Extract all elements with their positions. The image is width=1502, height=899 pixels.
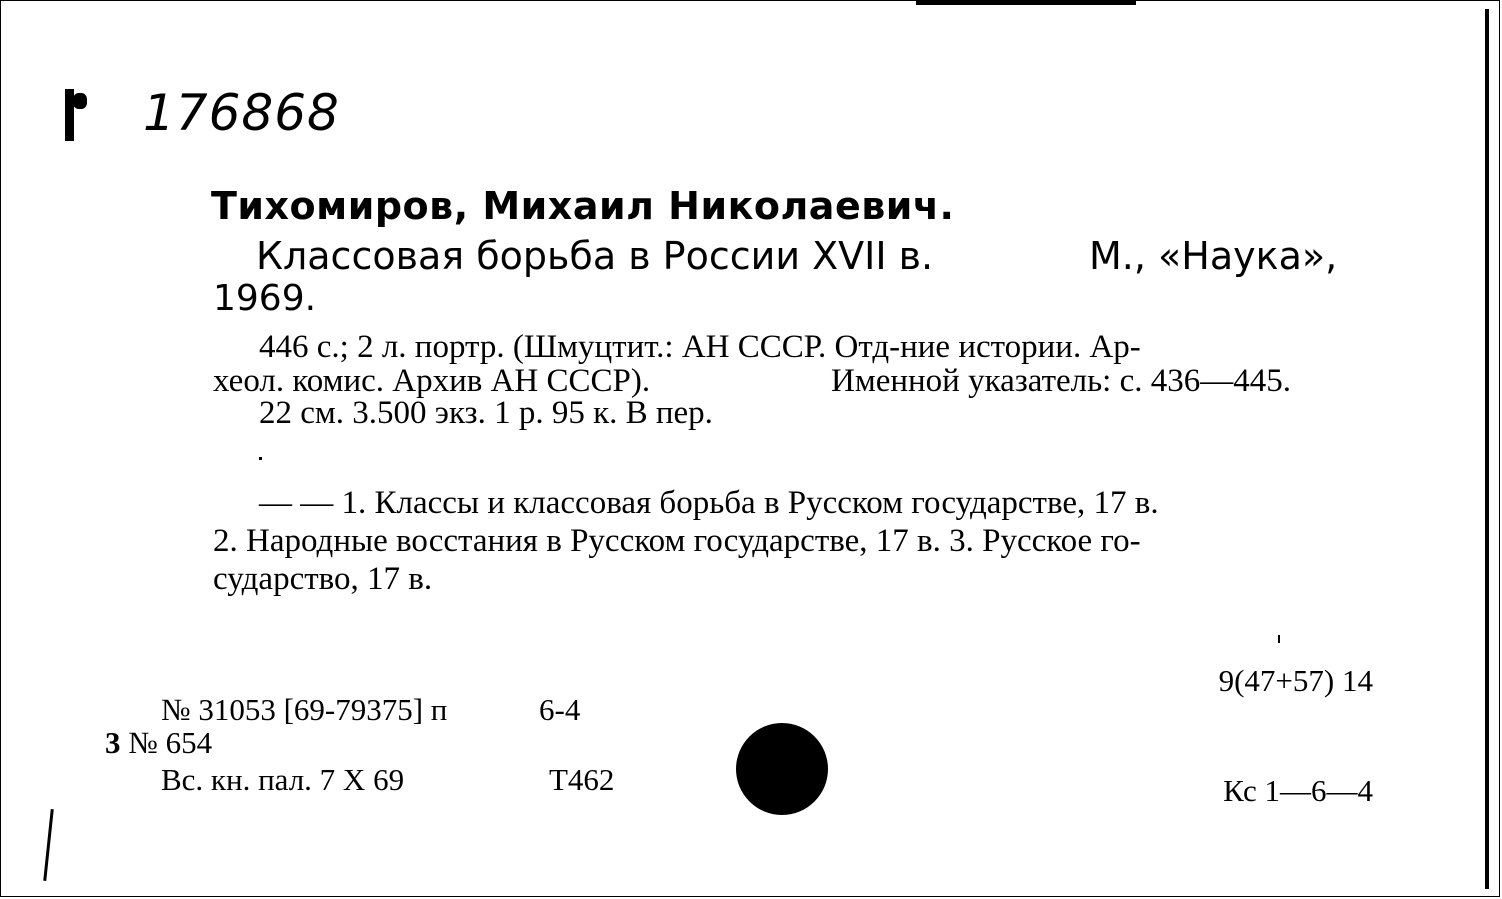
index-note: Именной указатель: с. 436—445. [831,363,1292,399]
publisher: М., «Наука», [1089,234,1338,278]
kc-code: Кс 1—6—4 [1223,773,1373,808]
ink-speck [259,457,262,460]
publication-year: 1969. [213,278,317,319]
physical-description-line-3: 22 см. 3.500 экз. 1 р. 95 к. В пер. [259,395,713,431]
order-prefix: 3 [105,725,121,760]
registration-line [161,692,581,727]
title-line [256,234,1374,278]
order-line [105,727,212,758]
author-heading: Тихомиров, Михаил Николаевич. [211,184,955,228]
stamp-mark-icon [61,87,83,143]
subject-headings-line-1: — — 1. Классы и классовая борьба в Русском государстве, 17 в. [259,485,1159,521]
punch-hole [736,723,828,815]
right-edge-line [1485,9,1489,889]
print-code: Т462 [549,762,615,797]
registration-number: № 31053 [69-79375] п [161,692,448,727]
physical-description-line-1: 446 с.; 2 л. портр. (Шмуцтит.: АН СССР. Отд-ние истории. Ар- [259,329,1141,365]
description-text: хеол. комис. Архив АН СССР). [213,363,651,399]
classification-code: 9(47+57) 14 [1218,663,1373,698]
pen-stroke-mark [43,809,54,881]
registration-extra: 6-4 [539,692,581,727]
inventory-stamp [61,79,340,151]
subject-headings-line-2: 2. Народные восстания в Русском государстве, 17 в. 3. Русское го- [213,523,1141,559]
physical-description-line-2 [213,363,1292,399]
inventory-number: 176868 [143,84,340,142]
book-chamber-line [161,762,615,797]
ink-speck [1278,635,1280,643]
subject-headings-line-3: сударство, 17 в. [213,561,433,597]
order-number: № 654 [128,725,213,760]
book-title: Классовая борьба в России XVII в. [256,234,934,278]
top-edge-mark [916,1,1136,5]
book-chamber-date: Вс. кн. пал. 7 X 69 [161,762,405,797]
